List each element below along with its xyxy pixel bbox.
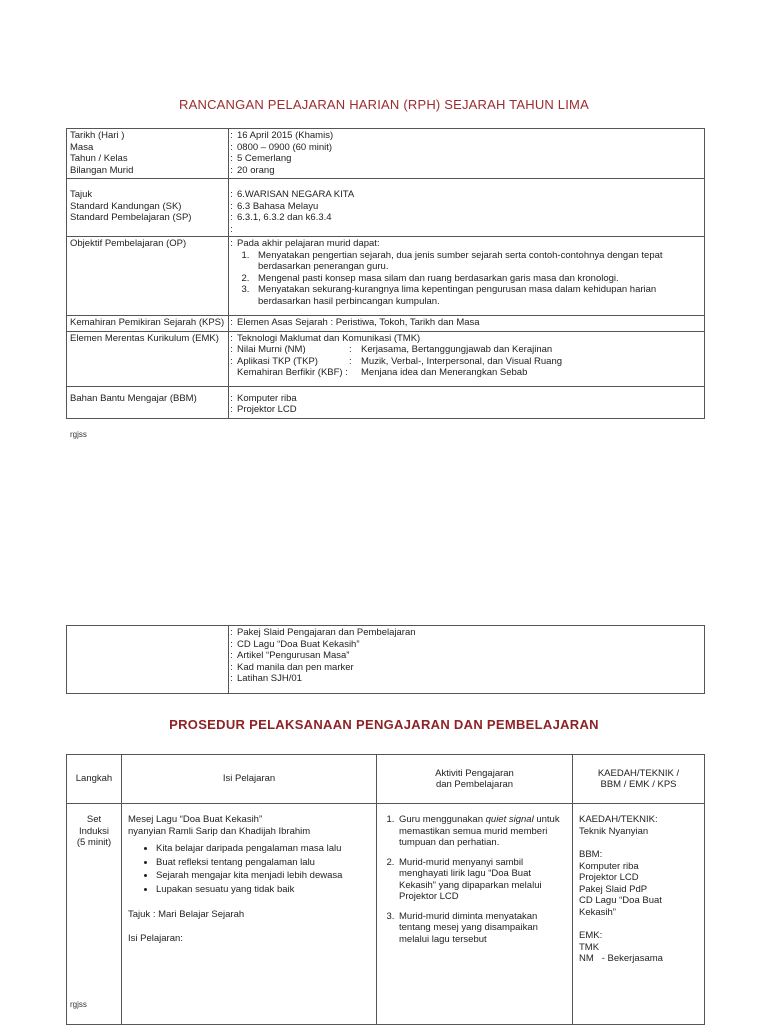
colon-column: : (229, 237, 235, 316)
colon-column: : : : : (229, 129, 235, 179)
footer-text: rgjss (70, 430, 87, 439)
label-masa: Masa (70, 141, 94, 153)
label-tahun-kelas: Tahun / Kelas (70, 153, 128, 164)
header-langkah: Langkah (67, 755, 122, 804)
bbm-continued-row (67, 626, 705, 694)
info-row-kps (67, 316, 705, 332)
objective-values (234, 237, 705, 316)
label-sp: Standard Pembelajaran (SP) (70, 212, 192, 223)
header-aktiviti: Aktiviti Pengajaran dan Pembelajaran (377, 755, 573, 804)
procedure-header-row (67, 755, 705, 804)
bbm-continued-table (66, 625, 705, 694)
objective-intro: Pada akhir pelajaran murid dapat: (237, 238, 380, 249)
isi-cell: Mesej Lagu “Doa Buat Kekasih” nyanyian Ramli Sarip dan Khadijah Ibrahim • Kita belajar daripada pengalaman masa lalu • Buat refleksi tentang pengalaman lalu • Sejarah mengajar kita menjadi lebih dewasa • Lupakan sesuatu yang tidak baik Tajuk : Mari Belajar Sejarah Isi Pelajaran: (122, 804, 377, 1025)
colon-column: : (229, 316, 235, 332)
label-sk: Standard Kandungan (SK) (70, 200, 182, 212)
objective-list (237, 250, 701, 308)
aktiviti-list (383, 814, 566, 945)
label-objektif: Objektif Pembelajaran (OP) (67, 237, 229, 316)
emk-kbf-row: Kemahiran Berfikir (KBF) : Menjana idea dan Menerangkan Sebab (237, 367, 528, 378)
value-kps: Elemen Asas Sejarah : Peristiwa, Tokoh, Tarikh dan Masa (234, 316, 705, 332)
value-tarikh: 16 April 2015 (Khamis) (237, 130, 334, 141)
info-row-emk (67, 331, 705, 386)
colon-column: : : : : : (229, 626, 235, 694)
topic-values (234, 179, 705, 237)
langkah-cell: Set Induksi (5 minit) (67, 804, 122, 1025)
value-bilangan-murid: 20 orang (237, 164, 275, 176)
value-tahun-kelas: 5 Cemerlang (237, 153, 292, 164)
info-row-session (67, 129, 705, 179)
footer-text: rgjss (70, 1000, 87, 1009)
topic-labels (67, 179, 229, 237)
label-kps: Kemahiran Pemikiran Sejarah (KPS) (67, 316, 229, 332)
aktiviti-cell (377, 804, 573, 1025)
label-emk: Elemen Merentas Kurikulum (EMK) (67, 331, 229, 386)
list-item: • Sejarah mengajar kita menjadi lebih dewasa (156, 870, 370, 882)
objective-item: 1. Menyatakan pengertian sejarah, dua jenis sumber sejarah serta contoh-contohnya dengan tepat berdasarkan penerangan guru. (252, 250, 701, 273)
bbm-continued-values: Pakej Slaid Pengajaran dan Pembelajaran CD Lagu “Doa Buat Kekasih” Artikel “Pengurusan Masa” Kad manila dan pen marker Latihan SJH/01 (234, 626, 705, 694)
isi-bullet-list (128, 843, 370, 895)
value-tajuk: 6.WARISAN NEGARA KITA (237, 189, 355, 200)
page-title: RANCANGAN PELAJARAN HARIAN (RPH) SEJARAH TAHUN LIMA (179, 97, 589, 112)
bbm-values: Komputer riba Projektor LCD (234, 386, 705, 418)
info-row-topic (67, 179, 705, 237)
list-item: 2. Murid-murid menyanyi sambil menghayati lirik lagu “Doa Buat Kekasih” yang dipaparkan melalui Projektor LCD (397, 857, 566, 903)
label-tajuk: Tajuk (70, 189, 93, 200)
list-item: • Lupakan sesuatu yang tidak baik (156, 884, 370, 896)
list-item: • Kita belajar daripada pengalaman masa lalu (156, 843, 370, 855)
list-item: • Buat refleksi tentang pengalaman lalu (156, 857, 370, 869)
emk-tkp-row: Aplikasi TKP (TKP) : Muzik, Verbal-, Interpersonal, dan Visual Ruang (237, 355, 563, 367)
procedure-title: PROSEDUR PELAKSANAAN PENGAJARAN DAN PEMBELAJARAN (169, 717, 599, 732)
label-bilangan-murid: Bilangan Murid (70, 164, 134, 176)
procedure-table (66, 754, 705, 1025)
session-labels (67, 129, 229, 179)
kaedah-cell: KAEDAH/TEKNIK: Teknik Nyanyian BBM: Komputer riba Projektor LCD Pakej Slaid PdP CD Lagu “Doa Buat Kekasih” EMK: TMK NM - Bekerjasama (573, 804, 705, 1025)
label-bbm: Bahan Bantu Mengajar (BBM) (67, 386, 229, 418)
value-emk-tmk: Teknologi Maklumat dan Komunikasi (TMK) (237, 332, 421, 344)
session-values (234, 129, 705, 179)
emk-values (234, 331, 705, 386)
objective-item: 2. Mengenal pasti konsep masa silam dan ruang berdasarkan garis masa dan kronologi. (252, 273, 701, 285)
procedure-row-set-induksi (67, 804, 705, 1025)
colon-column: : : : (229, 331, 235, 386)
value-sp: 6.3.1, 6.3.2 dan k6.3.4 (237, 212, 332, 223)
info-row-objective (67, 237, 705, 316)
value-sk: 6.3 Bahasa Melayu (237, 200, 319, 212)
objective-item: 3. Menyatakan sekurang-kurangnya lima kepentingan pengurusan masa dalam kehidupan harian berdasarkan hasil perbincangan kumpulan. (252, 284, 701, 307)
empty-label-cell (67, 626, 229, 694)
list-item: 3. Murid-murid diminta menyatakan tentang mesej yang disampaikan melalui lagu tersebut (397, 911, 566, 946)
header-isi: Isi Pelajaran (122, 755, 377, 804)
isi-label: Isi Pelajaran: (128, 932, 183, 944)
header-kaedah: KAEDAH/TEKNIK / BBM / EMK / KPS (573, 755, 705, 804)
info-row-bbm (67, 386, 705, 418)
colon-column: : : : : (229, 179, 235, 237)
info-table (66, 128, 705, 419)
list-item: 1. Guru menggunakan quiet signal untuk memastikan semua murid memberi tumpuan dan perhatian. (397, 814, 566, 849)
value-masa: 0800 – 0900 (60 minit) (237, 141, 333, 153)
tajuk-text: Tajuk : Mari Belajar Sejarah (128, 909, 245, 920)
label-tarikh: Tarikh (Hari ) (70, 130, 125, 141)
colon-column: : : (229, 386, 235, 418)
emk-nm-row: Nilai Murni (NM) : Kerjasama, Bertanggungjawab dan Kerajinan (237, 344, 553, 355)
